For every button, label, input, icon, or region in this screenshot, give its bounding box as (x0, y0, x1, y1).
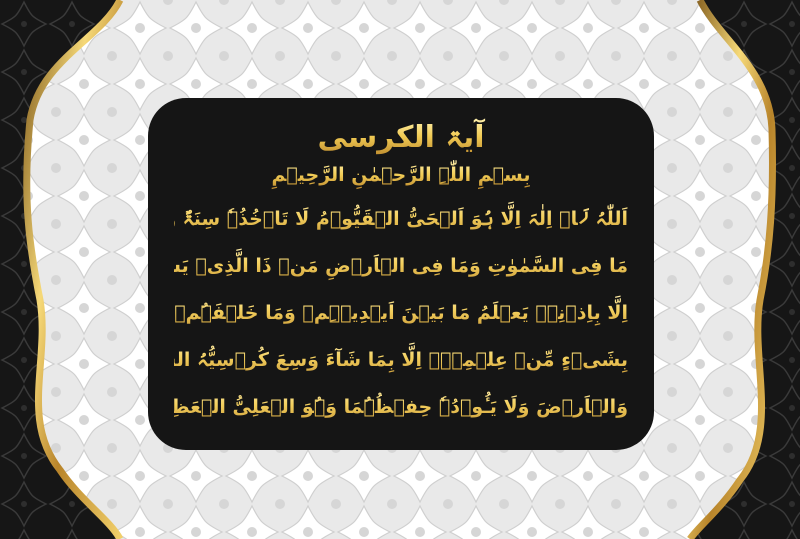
verse-line: مَا فِی السَّمٰوٰتِ وَمَا فِی الۡاَرۡضِ مَنۡ ذَا الَّذِیۡ یَشۡفَعُ عِنۡدَہٗۤ (174, 243, 628, 290)
verse-line: اَللّٰہُ لَاۤ اِلٰہَ اِلَّا ہُوَ اَلۡحَیُّ الۡقَیُّوۡمُ لَا تَاۡخُذُہٗ سِنَۃٌ وَّلَا نَوۡمٌ لَہٗ (174, 196, 628, 243)
verse-line: بِشَیۡءٍ مِّنۡ عِلۡمِہٖۤ اِلَّا بِمَا شَآءَ وَسِعَ کُرۡسِیُّہُ السَّمٰوٰتِ (174, 337, 628, 384)
text-panel (37, 98, 654, 450)
basmala: بِسۡمِ اللّٰہِ الرَّحۡمٰنِ الرَّحِیۡمِ (174, 160, 628, 190)
verse-line: وَالۡاَرۡضَ وَلَا یَـُٔوۡدُہٗ حِفۡظُہُمَا وَہُوَ الۡعَلِیُّ الۡعَظِیۡمُ ۝ (174, 384, 628, 431)
title: آیۃ الکرسی (174, 118, 628, 158)
verse-line: اِلَّا بِاِذۡنِہٖ یَعۡلَمُ مَا بَیۡنَ اَیۡدِیۡہِمۡ وَمَا خَلۡفَہُمۡ وَلَا یُحِیۡطُوۡنَ (174, 290, 628, 337)
verse-text (37, 196, 628, 431)
